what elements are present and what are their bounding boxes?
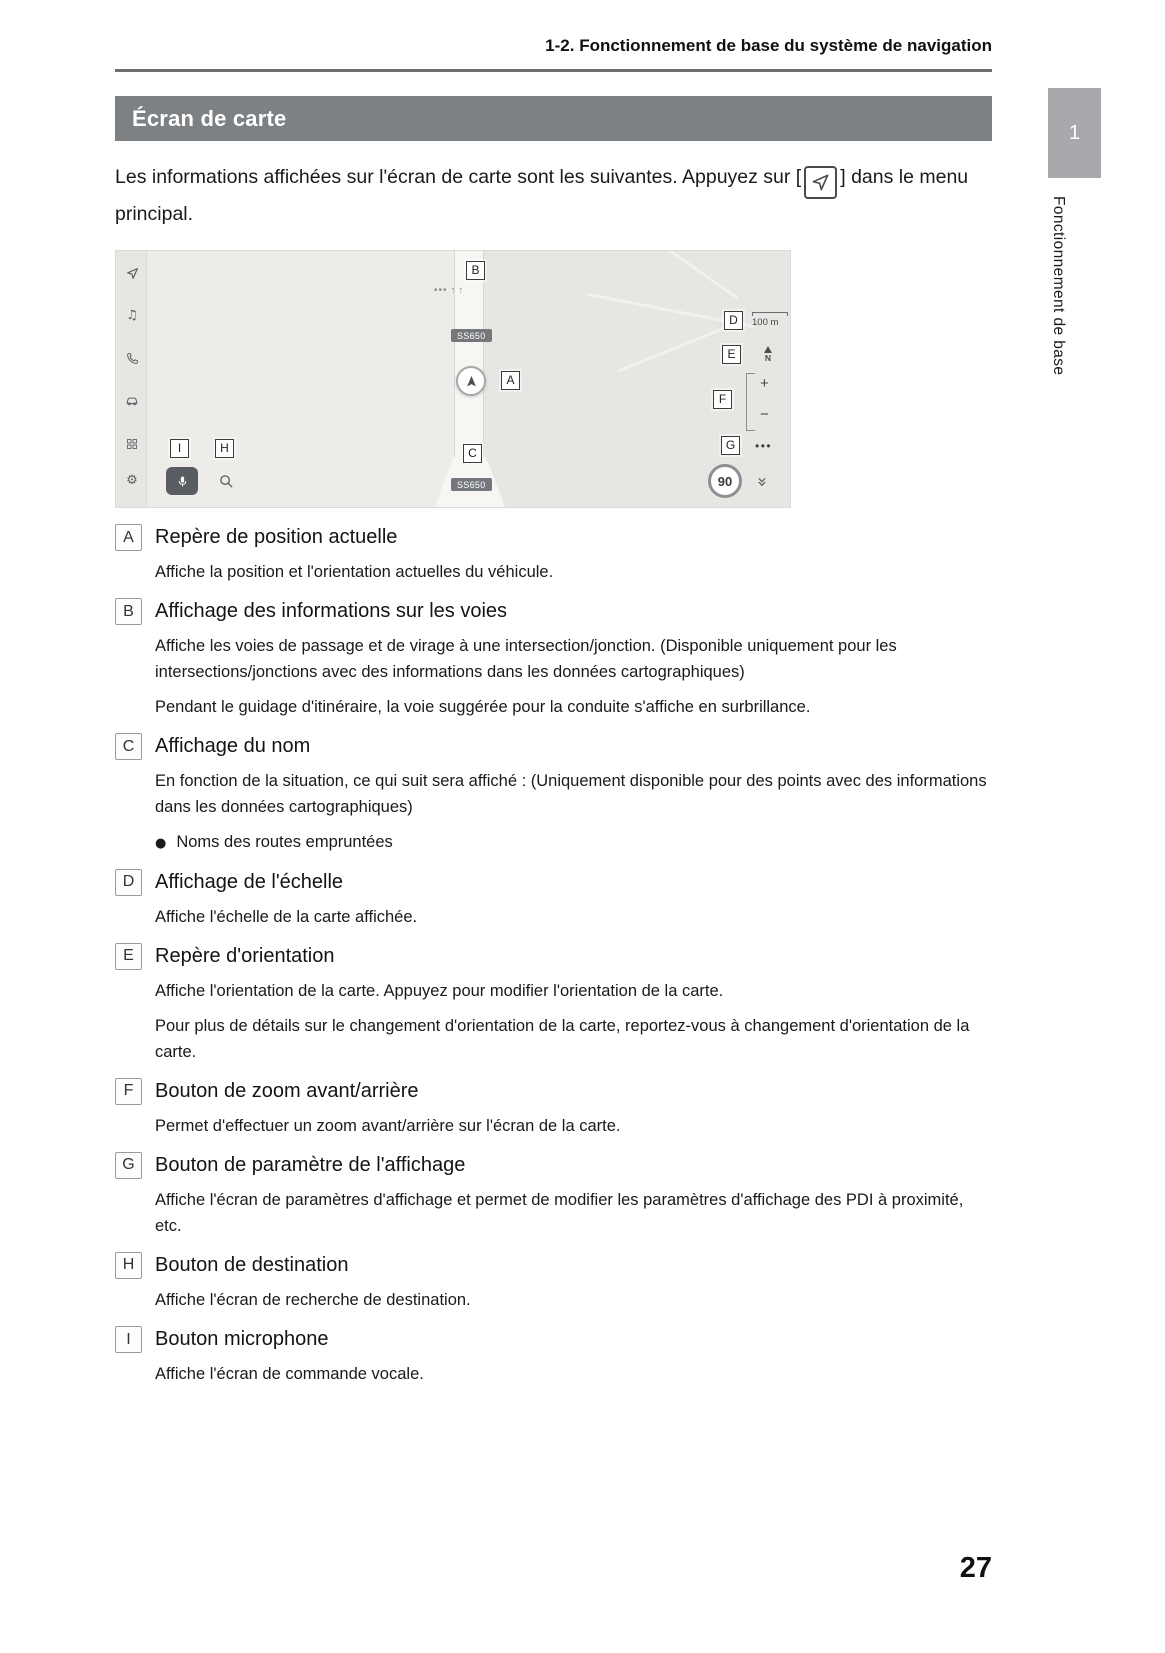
map-screenshot <box>115 250 791 508</box>
callout-f: F <box>713 390 732 409</box>
scale-label: 100 m <box>752 317 779 329</box>
item-description: Affiche l'écran de paramètres d'affichage et permet de modifier les paramètres d'affichage des PDI à proximité, etc. <box>155 1190 964 1235</box>
callout-letter-box: I <box>115 1326 142 1353</box>
legend-list <box>115 524 992 1387</box>
callout-e: E <box>722 345 741 364</box>
legend-item-body <box>155 559 992 585</box>
legend-item-header <box>115 733 992 760</box>
callout-c: C <box>463 444 482 463</box>
legend-item-body <box>155 1287 992 1313</box>
bullet-line <box>155 829 992 855</box>
lane-guidance-icons <box>434 285 463 296</box>
lane-dots: ••• <box>434 285 448 297</box>
legend-item-title: Affichage de l'échelle <box>155 870 344 893</box>
item-description: Affiche la position et l'orientation actuelles du véhicule. <box>155 563 554 582</box>
legend-item-body <box>155 768 992 855</box>
chapter-tab <box>1048 88 1101 178</box>
legend-item-h <box>115 1252 992 1313</box>
speed-value: 90 <box>717 473 733 489</box>
compass-arrow-icon <box>764 346 772 353</box>
compass-north-label: N <box>764 353 772 364</box>
legend-item-body <box>155 1113 992 1139</box>
callout-letter-box: B <box>115 598 142 625</box>
music-icon: ♫ <box>126 308 138 324</box>
legend-item-title: Bouton de zoom avant/arrière <box>155 1079 419 1102</box>
section-title-bar <box>115 96 992 141</box>
navigation-arrow-icon <box>123 267 141 285</box>
current-position-marker <box>456 366 486 396</box>
callout-letter-box: E <box>115 943 142 970</box>
item-description: Affiche l'écran de commande vocale. <box>155 1365 424 1384</box>
navigation-arrow-icon <box>804 166 837 199</box>
callout-a: A <box>501 371 520 390</box>
map-scale <box>752 312 788 328</box>
zoom-out-button: − <box>760 406 769 424</box>
page-content <box>115 0 992 1400</box>
legend-item-body <box>155 978 992 1065</box>
item-description: Pendant le guidage d'itinéraire, la voie suggérée pour la conduite s'affiche en surbrillance. <box>155 698 811 717</box>
zoom-bracket <box>746 373 755 431</box>
legend-item-body <box>155 1361 992 1387</box>
bullet-dot-icon: ● <box>155 836 167 852</box>
speed-limit-badge <box>708 464 742 498</box>
legend-item-title: Repère d'orientation <box>155 944 335 967</box>
callout-d: D <box>724 311 743 330</box>
page-number: 27 <box>959 1552 992 1584</box>
scale-bar <box>752 312 788 316</box>
callout-h: H <box>215 439 234 458</box>
microphone-button <box>166 467 198 495</box>
legend-item-header <box>115 598 992 625</box>
chapter-tab-number: 1 <box>1068 121 1081 144</box>
legend-item-title: Affichage des informations sur les voies <box>155 600 508 623</box>
callout-letter-box: F <box>115 1078 142 1105</box>
callout-g: G <box>721 436 740 455</box>
callout-letter-box: H <box>115 1252 142 1279</box>
item-description: Permet d'effectuer un zoom avant/arrière sur l'écran de la carte. <box>155 1116 621 1135</box>
map-menu-sidebar <box>116 251 147 507</box>
map-minor-road <box>663 250 738 300</box>
intro-text-after: ] dans le menu principal. <box>115 165 969 225</box>
callout-b: B <box>466 261 485 280</box>
callout-letter-box: C <box>115 733 142 760</box>
legend-item-header <box>115 1326 992 1353</box>
car-icon <box>123 394 141 413</box>
intro-text-before: Les informations affichées sur l'écran de carte sont les suivantes. Appuyez sur [ <box>115 165 802 188</box>
legend-item-header <box>115 943 992 970</box>
callout-letter-box: D <box>115 869 142 896</box>
legend-item-i <box>115 1326 992 1387</box>
legend-item-d <box>115 869 992 930</box>
map-minor-road <box>618 325 730 373</box>
zoom-in-button: + <box>760 375 769 393</box>
item-description: Affiche l'orientation de la carte. Appuyez pour modifier l'orientation de la carte. <box>155 981 724 1000</box>
legend-item-g <box>115 1152 992 1239</box>
apps-grid-icon <box>123 437 141 455</box>
orientation-marker <box>762 346 774 363</box>
legend-item-header <box>115 1152 992 1179</box>
legend-item-title: Repère de position actuelle <box>155 526 398 549</box>
callout-i: I <box>170 439 189 458</box>
legend-item-title: Bouton de destination <box>155 1253 349 1276</box>
callout-letter-box: A <box>115 524 142 551</box>
phone-icon <box>123 352 141 370</box>
item-description: Affiche l'écran de recherche de destination. <box>155 1290 471 1309</box>
item-description: Pour plus de détails sur le changement d'orientation de la carte, reportez-vous à changement d'orientation de la carte. <box>155 1016 970 1061</box>
collapse-chevron-icon: » <box>752 476 773 488</box>
item-description: Affiche l'échelle de la carte affichée. <box>155 907 418 926</box>
legend-item-a <box>115 524 992 585</box>
road-shield-top: SS650 <box>451 329 492 342</box>
page-title: Écran de carte <box>132 105 287 131</box>
lane-arrows: ↑ ↑ <box>450 285 464 297</box>
intro-paragraph <box>115 162 992 231</box>
legend-item-body <box>155 1187 992 1239</box>
display-settings-button: ••• <box>755 439 773 454</box>
legend-item-title: Bouton de paramètre de l'affichage <box>155 1153 466 1176</box>
destination-search-icon <box>215 470 237 492</box>
legend-item-header <box>115 869 992 896</box>
settings-gear-icon: ⚙ <box>126 473 138 489</box>
legend-item-c <box>115 733 992 855</box>
legend-item-header <box>115 1078 992 1105</box>
header-divider <box>115 69 992 72</box>
legend-item-f <box>115 1078 992 1139</box>
legend-item-header <box>115 524 992 551</box>
chapter-vertical-label: Fonctionnement de base <box>1050 196 1067 376</box>
legend-item-e <box>115 943 992 1065</box>
callout-letter-box: G <box>115 1152 142 1179</box>
legend-item-body <box>155 904 992 930</box>
legend-item-title: Affichage du nom <box>155 735 311 758</box>
bullet-text: Noms des routes empruntées <box>176 833 393 852</box>
legend-item-title: Bouton microphone <box>155 1328 329 1351</box>
item-description: En fonction de la situation, ce qui suit sera affiché : (Uniquement disponible pour des points avec des informations dans les données cartographiques) <box>155 772 987 817</box>
legend-item-body <box>155 633 992 720</box>
legend-item-header <box>115 1252 992 1279</box>
legend-item-b <box>115 598 992 720</box>
road-shield-bottom: SS650 <box>451 478 492 491</box>
breadcrumb: 1-2. Fonctionnement de base du système de navigation <box>545 36 992 55</box>
item-description: Affiche les voies de passage et de virage à une intersection/jonction. (Disponible uniquement pour les intersections/jonctions avec des informations dans les données cartographiques) <box>155 637 897 682</box>
